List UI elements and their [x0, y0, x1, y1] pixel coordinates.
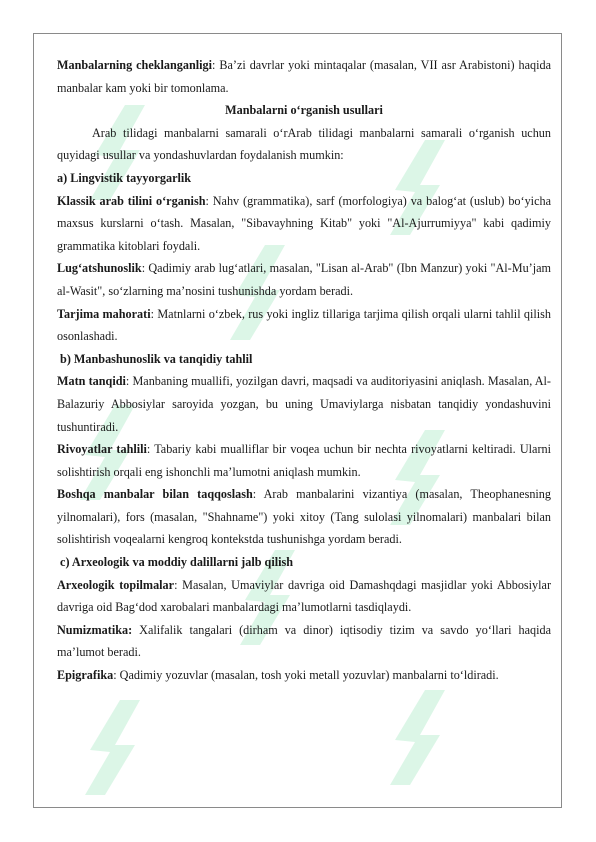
paragraph-text: Qadimiy yozuvlar (masalan, tosh yoki metall yozuvlar) manbalarni to‘ldiradi.	[119, 668, 499, 683]
paragraph-text: Masalan, Umaviylar davriga oid Damashqdagi masjidlar yoki Abbosiylar davriga oid Bag‘dod xarobalari manbalardagi ma’lumotlarni tasdiqlaydi.	[57, 577, 552, 615]
paragraph: Manbalarning cheklanganligi: Ba’zi davrlar yoki mintaqalar (masalan, VII asr Arabistoni) haqida manbalar kam yoki bir tomonlama.	[57, 58, 552, 95]
term: Tarjima mahorati	[57, 306, 151, 321]
document-body	[57, 54, 551, 687]
paragraph-text: Manbaning muallifi, yozilgan davri, maqsadi va auditoriyasini aniqlash. Masalan, Al-Balazuriy Abbosiylar saroyida yozgan, bu uning Umaviylarga nisbatan tanqidiy yondashuvini tushuntiradi.	[57, 374, 551, 434]
paragraph	[57, 619, 551, 664]
term: Klassik arab tilini o‘rganish	[57, 193, 206, 208]
paragraph-text: Xalifalik tangalari (dirham va dinor) iqtisodiy tizim va savdo yo‘llari haqida ma’lumot beradi.	[57, 622, 552, 660]
paragraph-text: Qadimiy arab lug‘atlari, masalan, "Lisan al-Arab" (Ibn Manzur) yoki "Al-Mu’jam al-Wasit", so‘zlarning ma’nosini tushunishda yordam beradi.	[57, 261, 551, 298]
term: Lug‘atshunoslik	[57, 261, 142, 276]
paragraph-text: Arab manbalarini vizantiya (masalan, Theophanesning yilnomalari), fors (masalan, "Shahname") yoki xitoy (Tang sulolasi yilnomalari) manbalari bilan solishtirish voqealarni kengroq kontekstda tushunishga yordam beradi.	[57, 487, 551, 547]
paragraph-text: Nahv (grammatika), sarf (morfologiya) va balog‘at (uslub) bo‘yicha maxsus kurslarni o‘tash. Masalan, "Sibavayhning Kitab" yoki "Al-Ajurrumiyya" kabi qadimiy grammatika kitoblari foydali.	[57, 193, 551, 253]
paragraph-text: Arab tilidagi manbalarni samarali o‘rArab tilidagi manbalarni samarali o‘rganish uchun quyidagi usullar va yondashuvlardan foydalanish mumkin:	[57, 125, 551, 163]
term: Boshqa manbalar bilan taqqoslash	[57, 487, 253, 502]
term: Arxeologik topilmalar	[57, 577, 175, 592]
paragraph: Klassik arab tilini o‘rganish: Nahv (grammatika), sarf (morfologiya) va balog‘at (uslub) bo‘yicha maxsus kurslarni o‘tash. Masalan, "Sibavayhning Kitab" yoki "Al-Ajurrumiyya" kabi qadimiy grammatika kitoblari foydali.	[57, 193, 551, 253]
subsection-heading: a) Lingvistik tayyorgarlik	[57, 170, 192, 185]
paragraph: Arxeologik topilmalar: Masalan, Umaviylar davriga oid Damashqdagi masjidlar yoki Abbosiylar davriga oid Bag‘dod xarobalari manbalardagi ma’lumotlarni tasdiqlaydi.	[57, 577, 552, 615]
subsection-heading: c) Arxeologik va moddiy dalillarni jalb qilish	[57, 555, 293, 570]
term: Manbalarning cheklanganligi	[57, 58, 212, 72]
paragraph: Epigrafika: Qadimiy yozuvlar (masalan, tosh yoki metall yozuvlar) manbalarni to‘ldiradi.	[57, 668, 499, 683]
paragraph: Rivoyatlar tahlili: Tabariy kabi mualliflar bir voqea uchun bir nechta rivoyatlarni keltiradi. Ularni solishtirish orqali eng ishonchli ma’lumotni aniqlash mumkin.	[57, 442, 551, 479]
paragraph: Matn tanqidi: Manbaning muallifi, yozilgan davri, maqsadi va auditoriyasini aniqlash. Masalan, Al-Balazuriy Abbosiylar saroyida yozgan, bu uning Umaviylarga nisbatan tanqidiy yondashuvini tushuntiradi.	[57, 374, 551, 434]
paragraph	[57, 122, 551, 167]
paragraph: Lug‘atshunoslik: Qadimiy arab lug‘atlari, masalan, "Lisan al-Arab" (Ibn Manzur) yoki "Al-Mu’jam al-Wasit", so‘zlarning ma’nosini tushunishda yordam beradi.	[57, 261, 551, 298]
paragraph: Boshqa manbalar bilan taqqoslash: Arab manbalarini vizantiya (masalan, Theophanesning yilnomalari), fors (masalan, "Shahname") yoki xitoy (Tang sulolasi yilnomalari) manbalari bilan solishtirish voqealarni kengroq kontekstda tushunishga yordam beradi.	[57, 487, 551, 547]
term: Epigrafika	[57, 668, 114, 683]
term: Rivoyatlar tahlili	[57, 442, 147, 457]
paragraph: Tarjima mahorati: Matnlarni o‘zbek, rus yoki ingliz tillariga tarjima qilish orqali ularni tahlil qilish osonlashadi.	[57, 306, 551, 344]
subsection-heading: b) Manbashunoslik va tanqidiy tahlil	[57, 351, 253, 366]
paragraph-text: Matnlarni o‘zbek, rus yoki ingliz tillariga tarjima qilish orqali ularni tahlil qilish osonlashadi.	[57, 306, 551, 344]
paragraph-text: Ba’zi davrlar yoki mintaqalar (masalan, VII asr Arabistoni) haqida manbalar kam yoki bir tomonlama.	[57, 58, 552, 95]
term: Matn tanqidi	[57, 374, 126, 389]
section-heading: Manbalarni o‘rganish usullari	[225, 103, 383, 118]
paragraph-text: Tabariy kabi mualliflar bir voqea uchun bir nechta rivoyatlarni keltiradi. Ularni solishtirish orqali eng ishonchli ma’lumotni aniqlash mumkin.	[57, 442, 551, 479]
term: Numizmatika:	[57, 622, 133, 637]
